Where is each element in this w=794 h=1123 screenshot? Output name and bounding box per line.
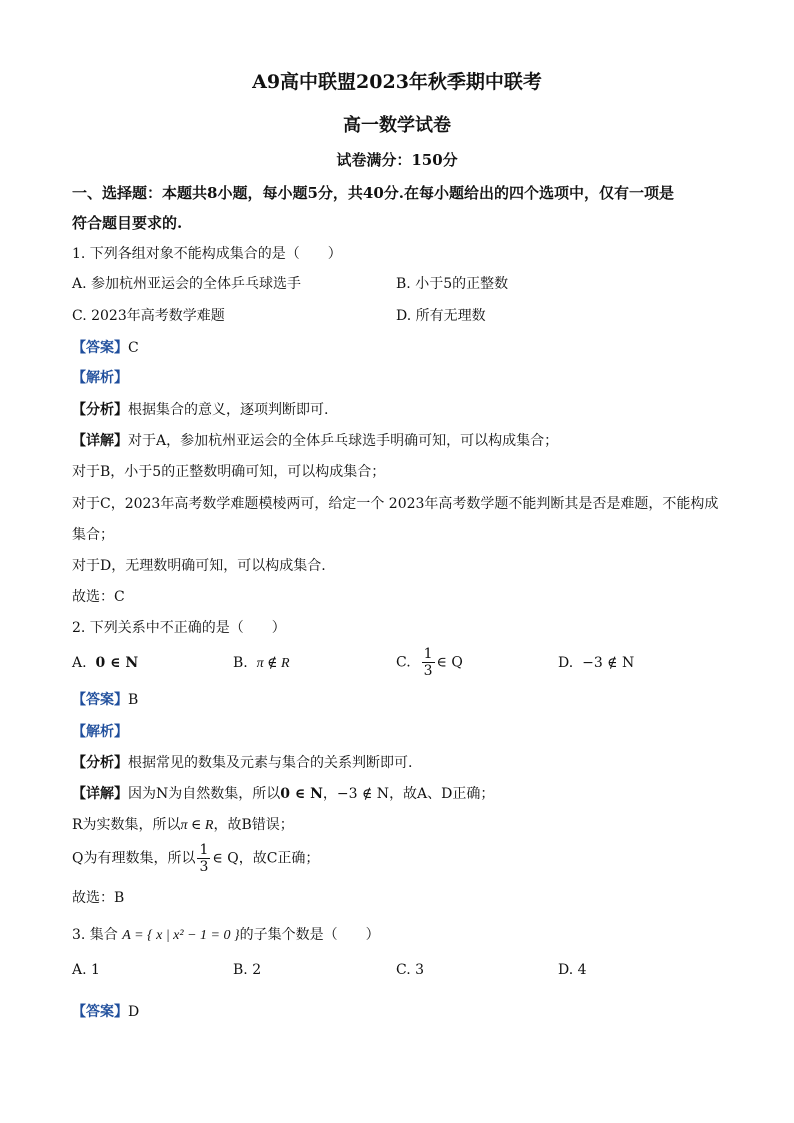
q3-option-b: B. 2	[233, 962, 262, 978]
q2-detail-3-b: 为有理数集，所以	[83, 850, 196, 867]
q2-option-a-expr: 0 ∈ N	[95, 655, 139, 671]
q3-stem	[72, 923, 380, 948]
exam-score: 试卷满分：150分	[336, 151, 458, 169]
q2-detail-2-b: 为实数集，所以	[82, 817, 181, 833]
section-heading-line1: 一、选择题：本题共8小题，每小题5分，共40分.在每小题给出的四个选项中，仅有一项是	[72, 184, 674, 202]
q2-analysis-tag	[72, 722, 128, 742]
exam-title: A9高中联盟2023年秋季期中联考	[252, 71, 542, 93]
exam-subtitle: 高一数学试卷	[343, 115, 451, 136]
q2-option-d	[558, 653, 634, 673]
q1-conclusion: 故选：C	[72, 589, 125, 605]
q1-fenxi-text: 根据集合的意义，逐项判断即可.	[128, 402, 329, 418]
section-heading	[72, 178, 722, 238]
q2-option-b	[233, 653, 290, 674]
fenxi-tag: 【分析】	[72, 755, 128, 771]
q2-option-b-expr: π ∉ R	[256, 656, 290, 671]
q2-option-d-label: D.	[558, 655, 574, 671]
q2-detail-3-c: ∈ Q	[212, 850, 239, 867]
answer-tag: 【答案】	[72, 340, 128, 356]
q1-detail-2: 对于B，小于5的正整数明确可知，可以构成集合；	[72, 464, 386, 480]
q1-detail-1	[72, 431, 558, 451]
q2-stem: 2. 下列关系中不正确的是（ ）	[72, 620, 286, 636]
q3-option-a: A. 1	[72, 962, 100, 978]
detail-tag: 【详解】	[72, 786, 128, 802]
q2-fenxi	[72, 753, 412, 773]
q1-detail-1-text: 对于A，参加杭州亚运会的全体乒乓球选手明确可知，可以构成集合；	[128, 433, 559, 449]
q1-option-d: D. 所有无理数	[396, 308, 486, 324]
fenxi-tag: 【分析】	[72, 402, 128, 418]
answer-tag: 【答案】	[72, 1004, 128, 1020]
q1-option-b: B. 小于5的正整数	[396, 276, 509, 292]
q2-option-d-expr: −3 ∉ N	[582, 655, 635, 671]
q2-detail-3-fraction	[197, 842, 210, 875]
q2-detail-3-den: 3	[199, 859, 209, 875]
q2-detail-3-d: ，故C正确；	[238, 850, 320, 867]
q3-stem-a: 3. 集合	[72, 927, 118, 943]
detail-tag: 【详解】	[72, 433, 128, 449]
q3-option-c: C. 3	[396, 962, 425, 978]
q2-detail-2-a: R	[72, 817, 83, 833]
section-heading-line2: 符合题目要求的.	[72, 214, 183, 232]
q2-option-a	[72, 653, 138, 673]
q2-detail-1-b: 0 ∈ N	[280, 786, 323, 802]
q2-detail-1-e: ，故A、D正确；	[389, 786, 495, 802]
q2-detail-1-a: 因为N为自然数集，所以	[128, 786, 281, 802]
q1-detail-3: 对于C，2023年高考数学难题模棱两可，给定一个 2023年高考数学题不能判断其是否是难题，不能构成	[72, 496, 719, 512]
q1-option-a: A. 参加杭州亚运会的全体乒乓球选手	[72, 276, 302, 292]
q1-detail-5: 对于D，无理数明确可知，可以构成集合.	[72, 558, 326, 574]
q2-detail-3	[72, 842, 319, 875]
q1-option-c: C. 2023年高考数学难题	[72, 308, 225, 324]
q2-option-c-num: 1	[423, 646, 433, 662]
q2-detail-1	[72, 784, 494, 804]
q2-option-c-den: 3	[423, 663, 433, 679]
q2-fenxi-text: 根据常见的数集及元素与集合的关系判断即可.	[128, 755, 413, 771]
q2-detail-2-d: ，故B错误；	[213, 817, 294, 833]
q3-stem-set: A = { x | x² − 1 = 0 }	[122, 928, 240, 943]
q1-answer-value: C	[128, 340, 139, 356]
q2-detail-1-c: ，	[322, 786, 337, 802]
q2-option-c-label: C.	[396, 654, 411, 671]
q2-answer-value: B	[128, 692, 139, 708]
analysis-tag: 【解析】	[72, 370, 128, 386]
q2-option-a-label: A.	[72, 655, 87, 671]
q1-answer	[72, 338, 139, 358]
q1-stem: 1. 下列各组对象不能构成集合的是（ ）	[72, 246, 342, 262]
q1-analysis-tag	[72, 368, 128, 388]
q2-detail-1-d: −3 ∉ N	[336, 786, 390, 802]
q3-stem-b: 的子集个数是（ ）	[239, 927, 380, 943]
q2-detail-2-c: π ∈ R	[180, 818, 214, 833]
q2-detail-3-a: Q	[72, 850, 84, 867]
q3-answer-value: D	[128, 1004, 140, 1020]
q2-answer	[72, 690, 138, 710]
q3-answer	[72, 1002, 139, 1022]
q2-conclusion: 故选：B	[72, 890, 125, 906]
q2-option-c-fraction	[422, 646, 435, 679]
q3-option-d: D. 4	[558, 962, 587, 978]
analysis-tag: 【解析】	[72, 724, 128, 740]
q2-option-c	[396, 646, 463, 679]
answer-tag: 【答案】	[72, 692, 128, 708]
q2-option-b-label: B.	[233, 655, 248, 671]
q2-detail-3-num: 1	[199, 842, 209, 858]
q2-detail-2	[72, 815, 294, 836]
q1-fenxi	[72, 400, 328, 420]
q2-option-c-rest: ∈ Q	[436, 654, 463, 671]
q1-detail-4: 集合；	[72, 527, 114, 543]
